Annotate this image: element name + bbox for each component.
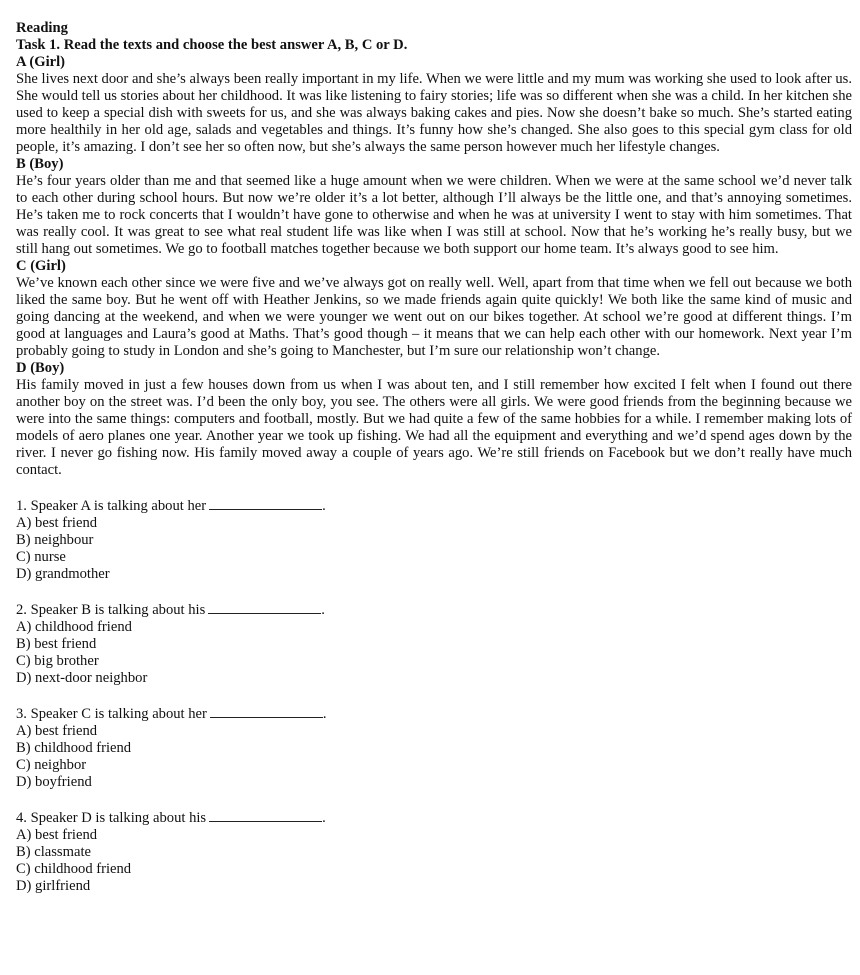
passage-text: She lives next door and she’s always been really important in my life. When we were little and my mum was working she used to look after us. She would tell us stories about her childhood. It was like listening to fairy stories; life was so different when she was a child. In her kitchen she used to keep a special dish with sweets for us, and she was always baking cakes and pies. Now she doesn’t bake so much. She’s started eating more healthily in her old age, salads and vegetables and things. It’s funny how she’s changed. She also goes to this special gym class for old people, it’s amazing. I don’t see her so often now, but she’s always the same person however much her lifestyle changes. [16,71,852,155]
section-title: Reading [16,20,68,36]
question-stem-line [16,600,852,619]
option-c: C) childhood friend [16,861,132,877]
passage-d [16,360,852,479]
passage-text: His family moved in just a few houses down from us when I was about ten, and I still remember how excited I felt when I found out there another boy on the street was. I’d been the only boy, you see. The others were all girls. We were good friends from the beginning because we were into the same things: computers and football, mostly. But we had quite a few of the same hobbies for a while. I remember making lots of models of aero planes one year. Another year we took up fishing. We had all the equipment and everything and we’d spend ages down by the river. I never go fishing now. His family moved away a couple of years ago. We’re still friends on Facebook but we don’t really have much contact. [16,377,852,478]
option-b: B) best friend [16,636,97,652]
option-d: D) girlfriend [16,878,91,894]
option-a: A) childhood friend [16,619,132,635]
option-c: C) big brother [16,653,99,669]
question-end: . [322,498,326,514]
option-d: D) boyfriend [16,774,92,790]
option-a: A) best friend [16,827,98,843]
passage-b [16,156,852,258]
question-stem: 3. Speaker C is talking about her [16,706,207,722]
passage-label: C (Girl) [16,258,66,274]
question-1 [16,496,852,583]
option-d: D) grandmother [16,566,110,582]
option-b: B) classmate [16,844,91,860]
passage-label: D (Boy) [16,360,65,376]
question-4 [16,808,852,895]
option-b: B) neighbour [16,532,94,548]
question-stem: 4. Speaker D is talking about his [16,810,207,826]
question-stem-line [16,808,852,827]
question-stem-line [16,496,852,515]
option-a: A) best friend [16,515,98,531]
answer-blank[interactable] [208,600,321,614]
question-end: . [322,810,326,826]
answer-blank[interactable] [209,808,322,822]
option-d: D) next-door neighbor [16,670,148,686]
passage-text: He’s four years older than me and that seemed like a huge amount when we were children. When we were at the same school we’d never talk to each other during school hours. But now we’re older it’s a lot better, although I’ll always be the little one, and that’s annoying sometimes. He’s taken me to rock concerts that I wouldn’t have gone to otherwise and when he was at university I went to stay with him sometimes. That was really cool. It was great to see what real student life was like when I was still at school. Now that he’s working he’s really busy, but we still hang out sometimes. We go to football matches together because we both support our home team. It’s always good to see him. [16,173,852,257]
question-end: . [322,706,327,722]
question-stem: 1. Speaker A is talking about her [16,498,207,514]
question-3 [16,704,852,791]
option-c: C) nurse [16,549,66,565]
option-b: B) childhood friend [16,740,132,756]
passage-label: B (Boy) [16,156,64,172]
passage-a [16,54,852,156]
answer-blank[interactable] [210,704,323,718]
reading-worksheet [16,20,852,895]
question-stem-line [16,704,852,723]
question-stem: 2. Speaker B is talking about his [16,602,206,618]
passage-label: A (Girl) [16,54,66,70]
cropped-previous-line [16,0,196,2]
option-c: C) neighbor [16,757,87,773]
task-title: Task 1. Read the texts and choose the best answer A, B, C or D. [16,37,408,53]
question-end: . [321,602,325,618]
passage-c [16,258,852,360]
answer-blank[interactable] [209,496,322,510]
option-a: A) best friend [16,723,98,739]
question-2 [16,600,852,687]
passage-text: We’ve known each other since we were five and we’ve always got on really well. Well, apart from that time when we fell out because we both liked the same boy. But he went off with Heather Jenkins, so we made friends again quite quickly! We both like the same kind of music and going dancing at the weekend, and when we were younger we went out on our bikes together. At school we’re good at different things. I’m good at languages and Laura’s good at Maths. That’s good though – it means that we can help each other with our homework. Next year I’m probably going to study in London and she’s going to Manchester, but I’m sure our relationship won’t change. [16,275,852,359]
